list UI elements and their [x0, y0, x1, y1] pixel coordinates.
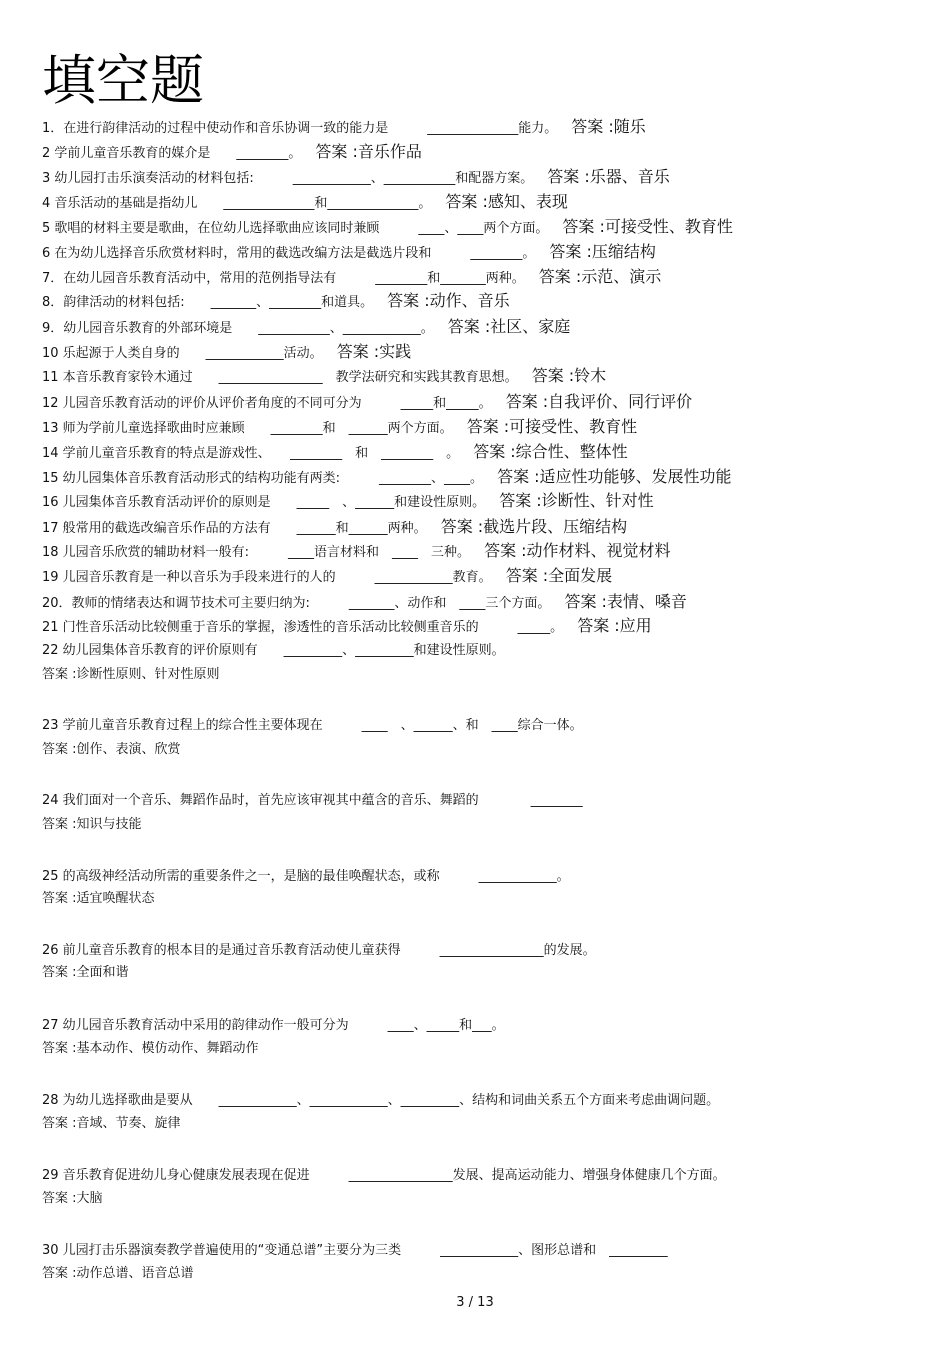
- question-text: 27 幼儿园音乐教育活动中采用的韵律动作一般可分为 ____、_____和___。: [42, 1018, 505, 1033]
- question-text: 3 幼儿园打击乐演奏活动的材料包括: ____________、___________和配器方案。: [42, 171, 534, 186]
- question-text: 25 的高级神经活动所需的重要条件之一，是脑的最佳唤醒状态，或称 ____________。: [42, 869, 570, 884]
- answer-text: 答案 :知识与技能: [42, 817, 142, 832]
- answer-line-23: [42, 741, 181, 759]
- answer-text: 答案 :压缩结构: [549, 242, 656, 261]
- question-text: 22 幼儿园集体音乐教育的评价原则有 _________、_________和建设性原则。: [42, 643, 505, 658]
- question-text: 19 儿园音乐教育是一种以音乐为手段来进行的人的 ____________教育。: [42, 570, 492, 585]
- answer-text: 答案 :全面和谐: [42, 965, 129, 980]
- question-text: 9．幼儿园音乐教育的外部环境是 ___________、____________。: [42, 321, 434, 336]
- answer-line-24: [42, 816, 142, 834]
- question-item-12: [42, 393, 692, 413]
- answer-line-30: [42, 1265, 194, 1283]
- question-text: 18 儿园音乐欣赏的辅助材料一般有: ____语言材料和 ____ 三种。: [42, 545, 471, 560]
- question-item-18: [42, 542, 671, 562]
- question-item-30: [42, 1242, 668, 1260]
- question-item-22: [42, 642, 505, 660]
- question-item-10: [42, 343, 411, 363]
- answer-text: 答案 :音乐作品: [315, 142, 422, 161]
- answer-text: 答案 :感知、表现: [445, 192, 568, 211]
- answer-line-27: [42, 1040, 259, 1058]
- question-item-6: [42, 243, 656, 263]
- answer-text: 答案 :表情、嗓音: [564, 592, 687, 611]
- question-item-25: [42, 868, 570, 886]
- question-item-2: [42, 143, 422, 163]
- answer-text: 答案 :乐器、音乐: [547, 167, 670, 186]
- question-item-8: [42, 292, 510, 312]
- question-item-26: [42, 942, 596, 960]
- question-item-9: [42, 318, 570, 338]
- question-item-27: [42, 1017, 505, 1035]
- question-text: 28 为幼儿选择歌曲是要从 ____________、____________、_________、结构和词曲关系五个方面来考虑曲调问题。: [42, 1093, 720, 1108]
- question-text: 14 学前儿童音乐教育的特点是游戏性、 ________ 和 ________ 。: [42, 446, 460, 461]
- answer-text: 答案 :随乐: [571, 117, 646, 136]
- answer-text: 答案 :基本动作、模仿动作、舞蹈动作: [42, 1041, 259, 1056]
- question-item-23: [42, 717, 583, 735]
- answer-line-26: [42, 964, 129, 982]
- question-text: 16 儿园集体音乐教育活动评价的原则是 _____ 、______和建设性原则。: [42, 495, 486, 510]
- question-item-4: [42, 193, 568, 213]
- answer-text: 答案 :截选片段、压缩结构: [440, 517, 628, 536]
- question-item-14: [42, 443, 628, 463]
- question-item-24: [42, 792, 583, 810]
- question-item-5: [42, 218, 733, 238]
- question-item-1: [42, 118, 646, 138]
- answer-line-25: [42, 890, 155, 908]
- question-item-19: [42, 567, 612, 587]
- answer-text: 答案 :可接受性、教育性: [562, 217, 733, 236]
- question-text: 17 般常用的截选改编音乐作品的方法有 ______和______两种。: [42, 521, 427, 536]
- answer-line-28: [42, 1115, 181, 1133]
- answer-text: 答案 :可接受性、教育性: [466, 417, 638, 436]
- question-item-11: [42, 367, 606, 387]
- answer-text: 答案 :自我评价、同行评价: [505, 392, 693, 411]
- answer-text: 答案 :综合性、整体性: [473, 442, 628, 461]
- answer-line-22: [42, 666, 220, 684]
- question-text: 10 乐起源于人类自身的 ____________活动。: [42, 346, 323, 361]
- question-item-17: [42, 518, 627, 538]
- question-text: 13 师为学前儿童选择歌曲时应兼顾 ________和 ______两个方面。: [42, 421, 453, 436]
- question-text: 5 歌唱的材料主要是歌曲，在位幼儿选择歌曲应该同时兼顾 ____、____两个方面。: [42, 221, 549, 236]
- answer-line-29: [42, 1190, 103, 1208]
- answer-text: 答案 :动作、音乐: [387, 291, 510, 310]
- answer-text: 答案 :动作材料、视觉材料: [484, 541, 671, 560]
- question-item-7: [42, 268, 661, 288]
- answer-text: 答案 :社区、家庭: [447, 317, 571, 336]
- question-text: 15 幼儿园集体音乐教育活动形式的结构功能有两类: ________、____。: [42, 471, 484, 486]
- answer-text: 答案 :音域、节奏、旋律: [42, 1116, 181, 1131]
- question-text: 8．韵律活动的材料包括: _______、________和道具。: [42, 295, 374, 310]
- answer-text: 答案 :实践: [336, 342, 412, 361]
- question-text: 21 门性音乐活动比较侧重于音乐的掌握，渗透性的音乐活动比较侧重音乐的 _____。: [42, 620, 564, 635]
- question-text: 30 儿园打击乐器演奏教学普遍使用的“变通总谱”主要分为三类 ____________、图形总谱和 _________: [42, 1243, 668, 1258]
- answer-text: 答案 :创作、表演、欣赏: [42, 742, 181, 757]
- answer-text: 答案 :适宜唤醒状态: [42, 891, 155, 906]
- question-item-3: [42, 168, 670, 188]
- question-item-16: [42, 492, 654, 512]
- question-item-20: [42, 593, 687, 613]
- question-text: 2 学前儿童音乐教育的媒介是 ________。: [42, 146, 302, 161]
- page-title: 填空题: [42, 49, 204, 112]
- question-text: 23 学前儿童音乐教育过程上的综合性主要体现在 ____ 、______、和 ____综合一体。: [42, 718, 583, 733]
- answer-text: 答案 :大脑: [42, 1191, 103, 1206]
- question-item-28: [42, 1092, 719, 1110]
- question-item-29: [42, 1167, 726, 1185]
- answer-text: 答案 :动作总谱、语音总谱: [42, 1266, 194, 1281]
- answer-text: 答案 :诊断性、针对性: [499, 491, 654, 510]
- question-text: 26 前儿童音乐教育的根本目的是通过音乐教育活动使儿童获得 ________________的发展。: [42, 943, 596, 958]
- question-text: 29 音乐教育促进幼儿身心健康发展表现在促进 ________________发展、提高运动能力、增强身体健康几个方面。: [42, 1168, 726, 1183]
- question-text: 4 音乐活动的基础是指幼儿 ______________和______________。: [42, 196, 432, 211]
- question-text: 12 儿园音乐教育活动的评价从评价者角度的不同可分为 _____和_____。: [42, 396, 492, 411]
- answer-text: 答案 :应用: [577, 616, 652, 635]
- page-number: 3 / 13: [456, 1295, 494, 1310]
- question-text: 6 在为幼儿选择音乐欣赏材料时，常用的截选改编方法是截选片段和 ________。: [42, 246, 536, 261]
- question-item-15: [42, 468, 732, 488]
- answer-text: 答案 :诊断性原则、针对性原则: [42, 667, 220, 682]
- question-text: 1．在进行韵律活动的过程中使动作和音乐协调一致的能力是 ______________能力。: [42, 121, 558, 136]
- answer-text: 答案 :全面发展: [505, 566, 613, 585]
- question-text: 7．在幼儿园音乐教育活动中，常用的范例指导法有 ________和_______两种。: [42, 271, 525, 286]
- answer-text: 答案 :适应性功能够、发展性功能: [497, 467, 732, 486]
- answer-text: 答案 :示范、演示: [538, 267, 662, 286]
- question-item-13: [42, 418, 637, 438]
- question-text: 24 我们面对一个音乐、舞蹈作品时，首先应该审视其中蕴含的音乐、舞蹈的 ________: [42, 793, 583, 808]
- question-text: 11 本音乐教育家铃木通过 ________________ 教学法研究和实践其教育思想。: [42, 370, 518, 385]
- answer-text: 答案 :铃木: [531, 366, 607, 385]
- question-item-21: [42, 617, 652, 637]
- question-text: 20．教师的情绪表达和调节技术可主要归纳为: _______、动作和 ____三个方面。: [42, 596, 551, 611]
